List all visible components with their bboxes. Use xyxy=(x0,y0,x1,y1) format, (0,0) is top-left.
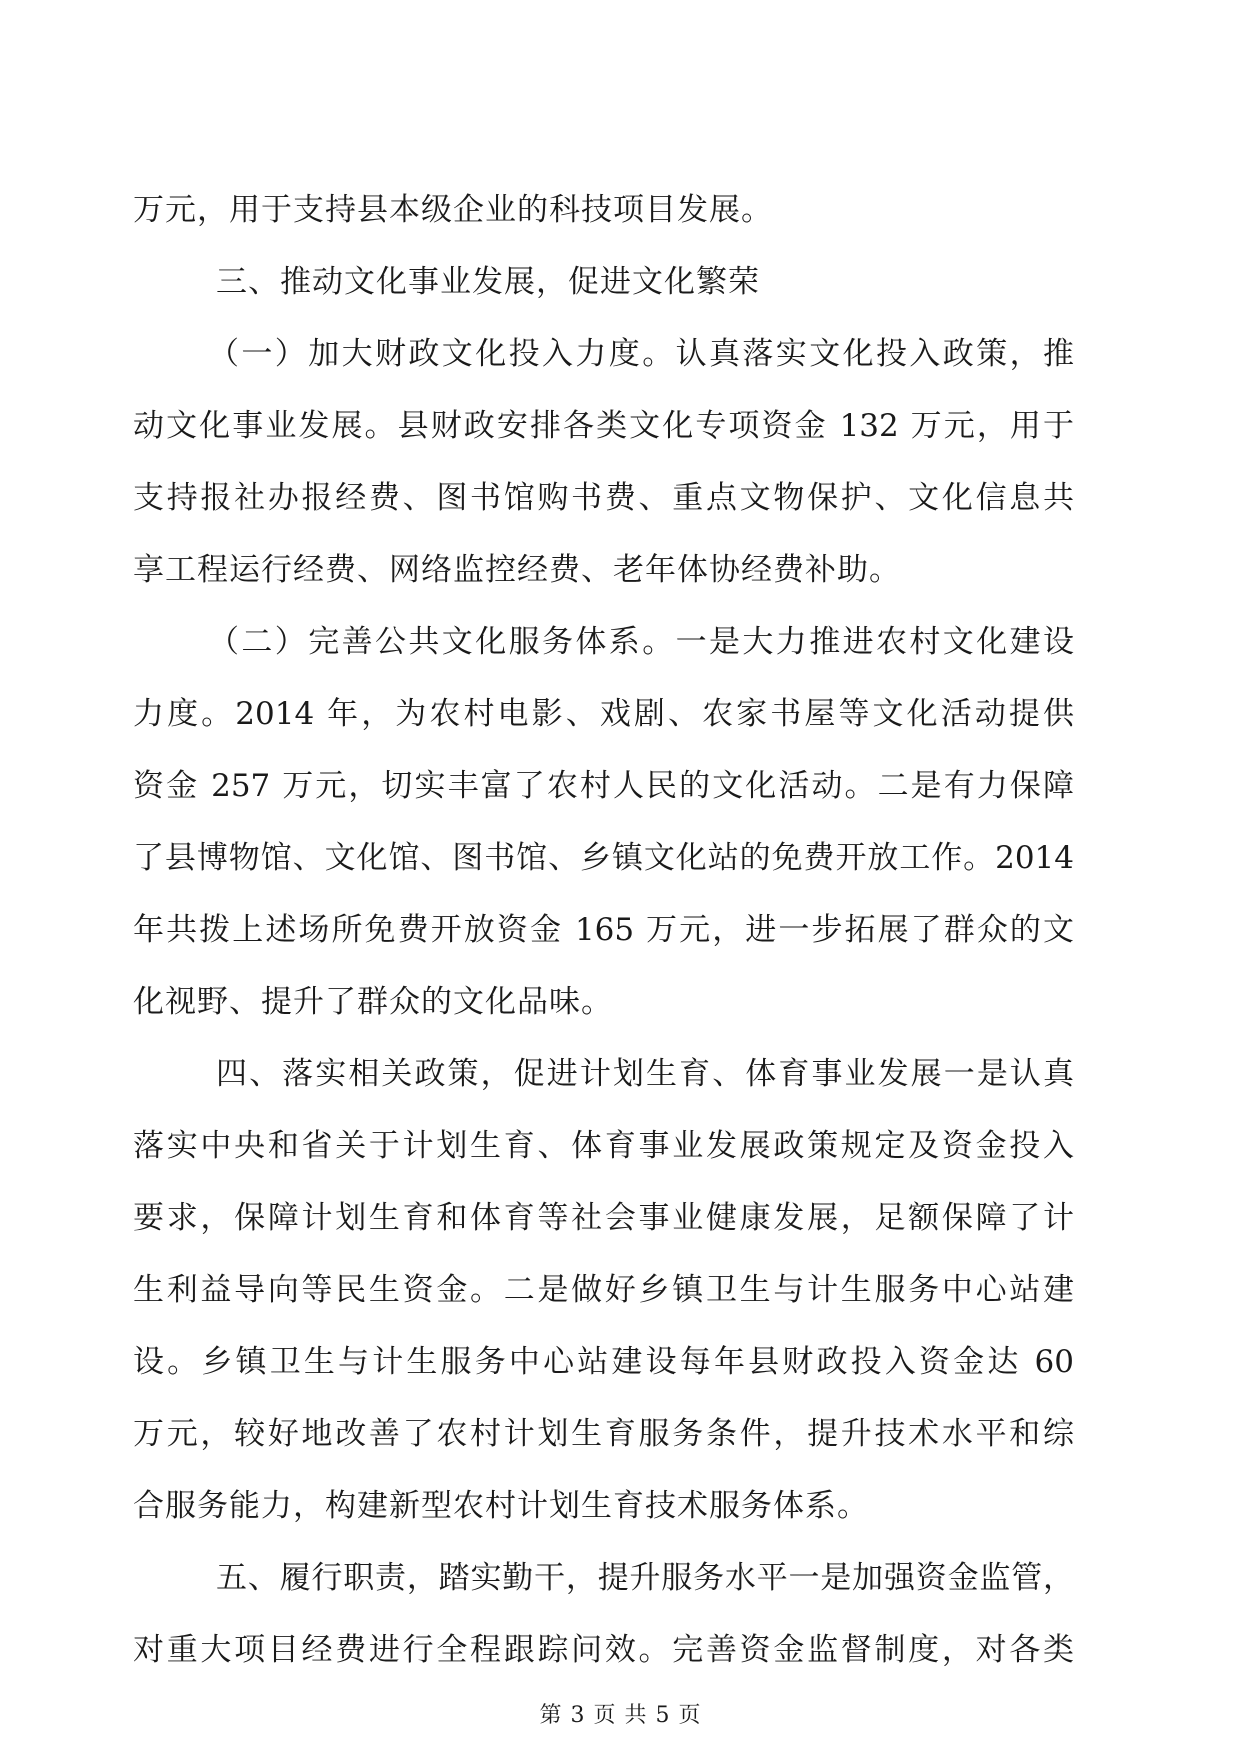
text-line: 对重大项目经费进行全程跟踪问效。完善资金监督制度，对各类 xyxy=(133,1632,1074,1668)
text-line: 享工程运行经费、网络监控经费、老年体协经费补助。 xyxy=(133,552,901,588)
text-line: 动文化事业发展。县财政安排各类文化专项资金 132 万元，用于 xyxy=(133,408,1074,444)
text-line: 化视野、提升了群众的文化品味。 xyxy=(133,984,613,1020)
section-heading: 四、落实相关政策，促进计划生育、体育事业发展一是认真 xyxy=(216,1056,1074,1092)
text-line: 万元，用于支持县本级企业的科技项目发展。 xyxy=(133,192,773,228)
section-heading: 三、推动文化事业发展，促进文化繁荣 xyxy=(216,264,760,300)
text-line: 了县博物馆、文化馆、图书馆、乡镇文化站的免费开放工作。2014 xyxy=(133,840,1074,876)
text-line: 设。乡镇卫生与计生服务中心站建设每年县财政投入资金达 60 xyxy=(133,1344,1074,1380)
text-line: 年共拨上述场所免费开放资金 165 万元，进一步拓展了群众的文 xyxy=(133,912,1074,948)
text-line: 资金 257 万元，切实丰富了农村人民的文化活动。二是有力保障 xyxy=(133,768,1074,804)
text-line: 合服务能力，构建新型农村计划生育技术服务体系。 xyxy=(133,1488,869,1524)
text-line: 万元，较好地改善了农村计划生育服务条件，提升技术水平和综 xyxy=(133,1416,1074,1452)
text-line: （二）完善公共文化服务体系。一是大力推进农村文化建设 xyxy=(208,624,1074,660)
text-line: 生利益导向等民生资金。二是做好乡镇卫生与计生服务中心站建 xyxy=(133,1272,1074,1308)
page-footer: 第 3 页 共 5 页 xyxy=(539,1703,702,1728)
section-heading: 五、履行职责，踏实勤干，提升服务水平一是加强资金监管， xyxy=(216,1560,1074,1596)
text-line: 要求，保障计划生育和体育等社会事业健康发展，足额保障了计 xyxy=(133,1200,1074,1236)
text-line: 支持报社办报经费、图书馆购书费、重点文物保护、文化信息共 xyxy=(133,480,1074,516)
text-line: 落实中央和省关于计划生育、体育事业发展政策规定及资金投入 xyxy=(133,1128,1074,1164)
text-line: 力度。2014 年，为农村电影、戏剧、农家书屋等文化活动提供 xyxy=(133,696,1074,732)
text-line: （一）加大财政文化投入力度。认真落实文化投入政策，推 xyxy=(208,336,1074,372)
